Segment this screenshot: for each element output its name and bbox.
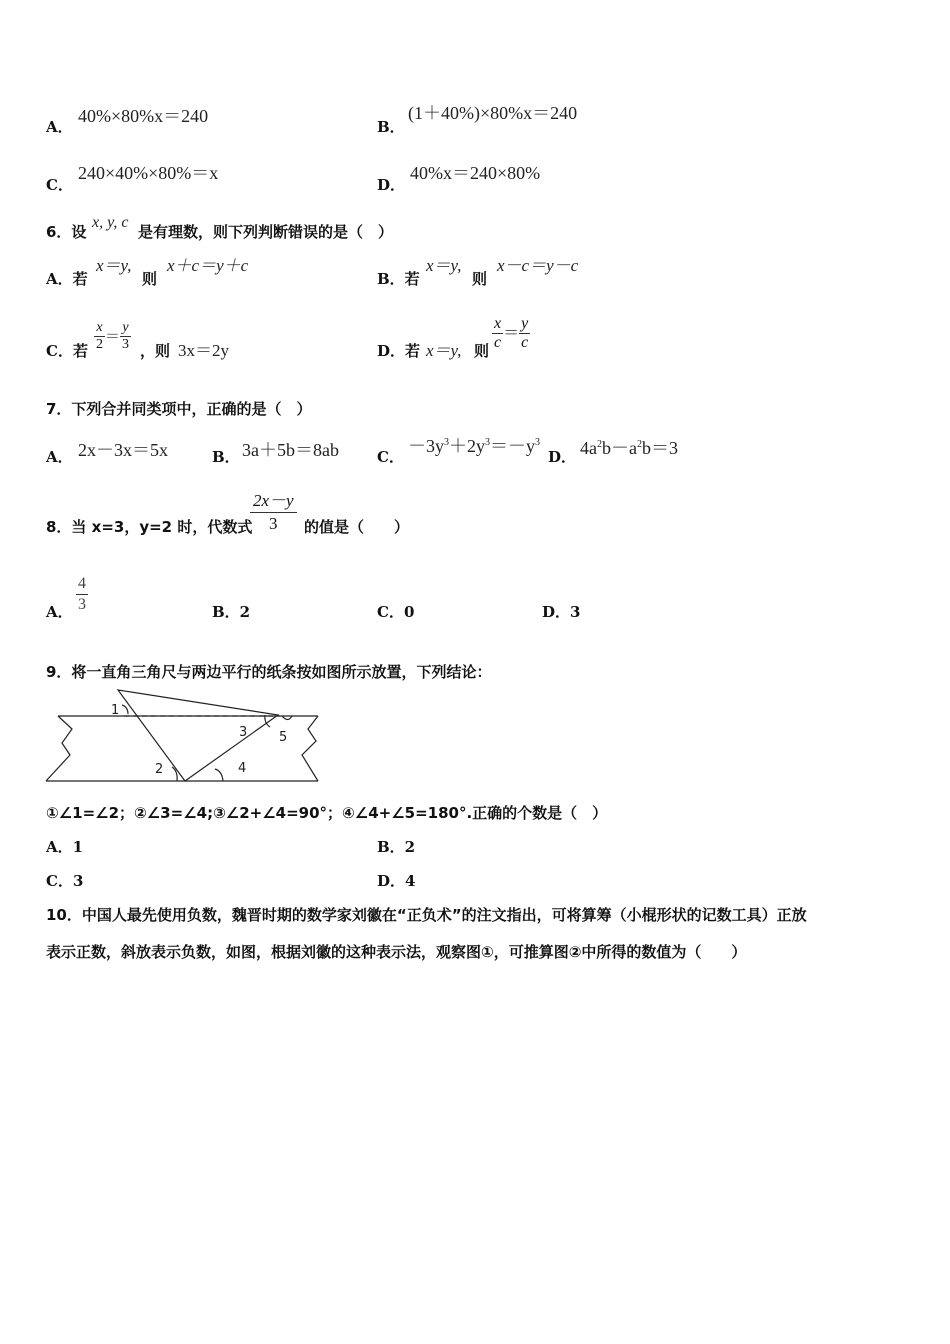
- q8-fraction: $\frac{2x-y}{3}$: [250, 490, 297, 535]
- angle-label-1: 1: [111, 703, 120, 718]
- q6-option-b-cond: x＝y,: [426, 256, 462, 275]
- q6-stem-prefix: 6．设: [46, 223, 87, 241]
- angle-arc-4: [215, 769, 223, 781]
- q5-option-a-expr: 40%×80%x＝240: [78, 106, 209, 126]
- q6-option-a-result: x＋c＝y＋c: [167, 256, 249, 275]
- q5-option-b-expr: (1＋40%)×80%x＝240: [408, 103, 578, 123]
- angle-label-2: 2: [155, 762, 164, 777]
- q6-option-c-then: ，则: [140, 342, 171, 360]
- strip-left-edge: [46, 716, 72, 781]
- q6-d-equals: ＝: [503, 325, 520, 342]
- q6-option-a-label: A．若: [46, 270, 88, 288]
- q7-option-a-label: A．: [46, 448, 73, 466]
- q8-option-a-label: A．: [46, 603, 73, 621]
- q5-option-d-expr: 40%x＝240×80%: [410, 163, 541, 183]
- strip-right-edge: [302, 716, 318, 781]
- q6-option-c-condition: [94, 320, 131, 353]
- q7-option-d-label: D．: [548, 448, 577, 466]
- q8-stem-prefix: 8．当 x=3，y=2 时，代数式: [46, 518, 253, 536]
- q6-option-d-then: 则: [474, 342, 490, 360]
- angle-label-5: 5: [279, 730, 288, 745]
- q6-d-fraction-y: $\frac{y}{c}$: [521, 315, 529, 351]
- q8-option-d: D．3: [542, 603, 581, 621]
- q9-option-d: D．4: [377, 872, 416, 890]
- q8-option-b: B．2: [212, 603, 251, 621]
- q7-option-d-expr: $4a^2b-a^2b=3$: [580, 438, 678, 458]
- q9-conclusions: ①∠1=∠2；②∠3=∠4;③∠2+∠4=90°；④∠4+∠5=180°.正确的个数是（ ）: [46, 804, 608, 822]
- q10-stem-line-2: 表示正数，斜放表示负数，如图，根据刘徽的这种表示法，观察图①，可推算图②中所得的数值为（ ）: [46, 943, 747, 961]
- q7-option-a-expr: 2x－3x＝5x: [78, 440, 168, 460]
- q6-option-b-result: x－c＝y－c: [497, 256, 579, 275]
- q6-stem-vars: x, y, c: [92, 214, 129, 231]
- q5-option-c-label: C．: [46, 176, 73, 194]
- q9-option-a: A．1: [46, 838, 84, 856]
- q6-option-d-result: [492, 315, 530, 352]
- q6-option-b-then: 则: [472, 270, 488, 288]
- q5-option-c-expr: 240×40%×80%＝x: [78, 163, 219, 183]
- q6-option-d-label: D．若: [377, 342, 421, 360]
- q6-option-c-label: C．若: [46, 342, 88, 360]
- q8-a-fraction: $\frac{4}{3}$: [78, 575, 86, 613]
- q6-c-fraction-y: $\frac{y}{3}$: [122, 320, 130, 352]
- q6-c-equals: ＝: [105, 329, 121, 345]
- q5-option-d-label: D．: [377, 176, 406, 194]
- q7-option-b-label: B．: [212, 448, 240, 466]
- q8-stem-suffix: 的值是（ ）: [304, 518, 410, 536]
- angle-label-4: 4: [238, 761, 247, 776]
- q5-option-b-label: B．: [377, 118, 405, 136]
- q6-option-b-label: B．若: [377, 270, 420, 288]
- q9-figure: [40, 685, 330, 785]
- q5-option-a-label: A．: [46, 118, 73, 136]
- q6-c-fraction-x: $\frac{x}{2}$: [96, 320, 103, 352]
- q6-option-a-then: 则: [142, 270, 158, 288]
- q7-option-b-expr: 3a＋5b＝8ab: [242, 440, 339, 460]
- q9-stem: 9．将一直角三角尺与两边平行的纸条按如图所示放置，下列结论：: [46, 663, 492, 681]
- q6-d-fraction-x: $\frac{x}{c}$: [494, 315, 502, 351]
- q7-option-c-expr: $-3y^3+2y^3=-y^3$: [408, 436, 540, 456]
- q8-expression: [250, 490, 297, 535]
- angle-arc-1: [122, 705, 128, 714]
- q8-option-a-value: [76, 574, 88, 615]
- q9-option-c: C．3: [46, 872, 84, 890]
- triangle-ruler: [118, 690, 278, 781]
- q6-option-a-cond: x＝y,: [96, 256, 132, 275]
- q6-stem-suffix: 是有理数，则下列判断错误的是（ ）: [138, 223, 394, 241]
- q6-option-c-result: 3x＝2y: [178, 341, 229, 360]
- q10-stem-line-1: 10．中国人最先使用负数，魏晋时期的数学家刘徽在“正负术”的注文指出，可将算筹（小棍形状的记数工具）正放: [46, 906, 807, 924]
- q6-option-d-cond: x＝y,: [426, 341, 462, 360]
- angle-label-3: 3: [239, 725, 248, 740]
- q7-stem: 7．下列合并同类项中，正确的是（ ）: [46, 400, 312, 418]
- q7-option-c-label: C．: [377, 448, 404, 466]
- q9-option-b: B．2: [377, 838, 416, 856]
- q8-option-c: C．0: [377, 603, 415, 621]
